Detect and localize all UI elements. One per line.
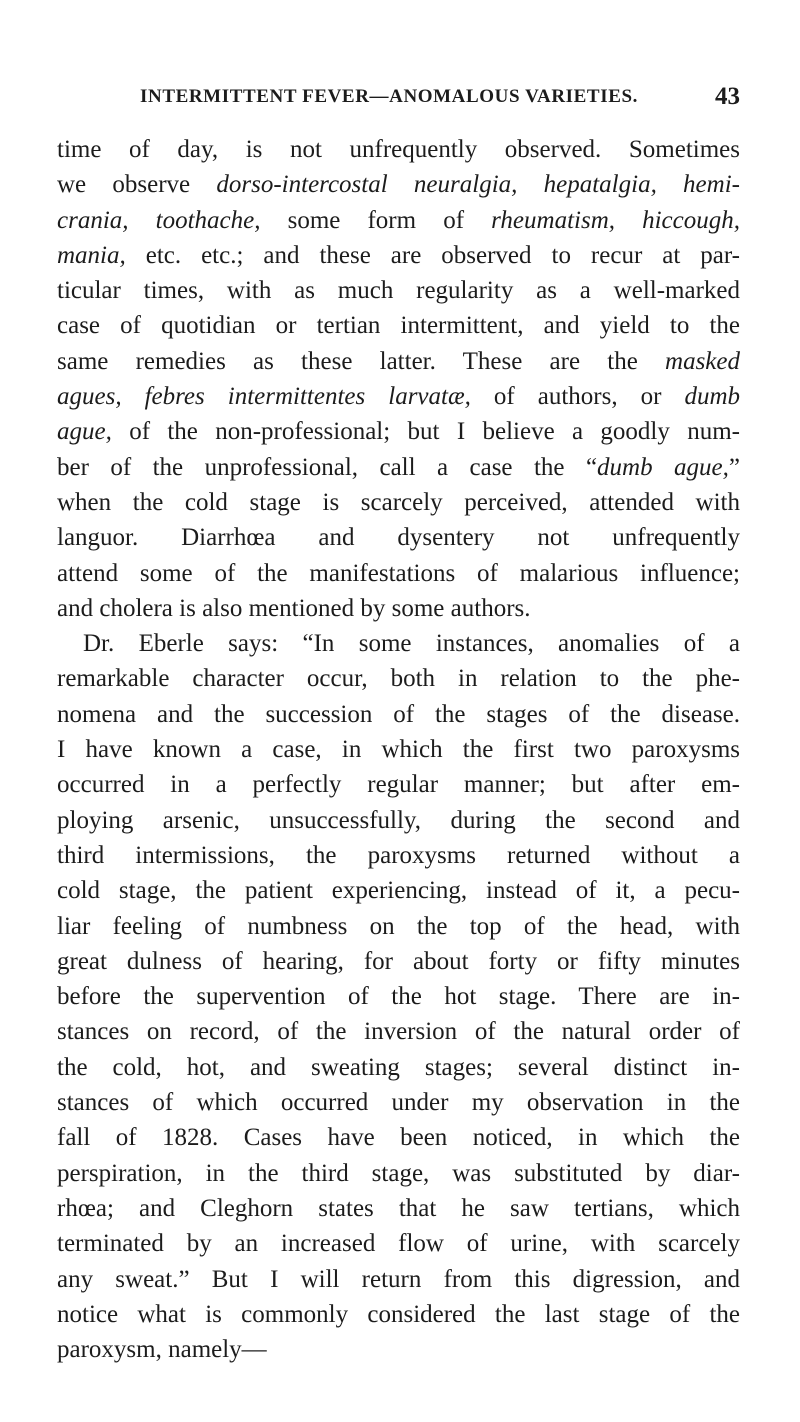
text-line [57, 697, 740, 732]
text-run: paroxysm, namely— [57, 1336, 267, 1364]
text-run: ” [728, 453, 740, 481]
text-line [57, 661, 740, 696]
text-line [57, 308, 740, 343]
text-line [57, 1085, 740, 1120]
text-run: and cholera is also mentioned by some authors. [57, 594, 531, 622]
italic-text: crania, toothache, [57, 206, 261, 234]
text-line [57, 1262, 740, 1297]
text-run: languor. Diarrhœa and dysentery not unfrequently [57, 524, 740, 552]
text-line [57, 1191, 740, 1226]
text-run: terminated by an increased flow of urine, with scarcely [57, 1230, 740, 1258]
running-head [140, 83, 740, 116]
text-line [57, 1050, 740, 1085]
text-line [57, 485, 740, 520]
text-run: liar feeling of numbness on the top of the head, with [57, 912, 740, 940]
text-run: notice what is commonly considered the last stage of the [57, 1300, 740, 1328]
text-line [57, 944, 740, 979]
text-run: we observe [57, 171, 217, 199]
text-run: etc. etc.; and these are observed to recur at par- [125, 241, 740, 269]
text-line [57, 732, 740, 767]
italic-text: ague, [57, 418, 112, 446]
text-run: any sweat.” But I will return from this digression, and [57, 1265, 740, 1293]
text-line [57, 238, 740, 273]
text-run: before the supervention of the hot stage. There are in- [57, 983, 740, 1011]
text-line [57, 591, 740, 626]
text-run: nomena and the succession of the stages of the disease. [57, 700, 740, 728]
text-line [57, 909, 740, 944]
text-line [57, 767, 740, 802]
text-run: when the cold stage is scarcely perceived, attended with [57, 488, 740, 516]
text-run: ticular times, with as much regularity as a well-marked [57, 277, 740, 305]
text-run: ber of the unprofessional, call a case the “ [57, 453, 598, 481]
text-line [57, 520, 740, 555]
text-run: cold stage, the patient experiencing, instead of it, a pecu- [57, 877, 740, 905]
text-run: time of day, is not unfrequently observed. Sometimes [57, 136, 740, 163]
italic-text: dumb ague, [597, 453, 729, 481]
text-run: great dulness of hearing, for about forty or fifty minutes [57, 947, 740, 975]
text-line [57, 556, 740, 591]
italic-text: masked [665, 347, 740, 375]
text-run: of the non-professional; but I believe a goodly num- [111, 418, 740, 446]
text-run: case of quotidian or tertian intermittent, and yield to the [57, 312, 740, 340]
text-run: remarkable character occur, both in relation to the phe- [57, 665, 740, 693]
text-run: ploying arsenic, unsuccessfully, during the second and [57, 806, 740, 834]
text-run: some form of [260, 206, 492, 234]
text-line [57, 344, 740, 379]
text-line [57, 450, 740, 485]
text-run: same remedies as these latter. These are the [57, 347, 666, 375]
text-line [57, 803, 740, 838]
text-line [57, 873, 740, 908]
italic-text: mania, [57, 241, 126, 269]
text-run: I have known a case, in which the first two paroxysms [57, 736, 740, 764]
text-run: Dr. Eberle says: “In some instances, anomalies of a [83, 630, 740, 658]
text-run: attend some of the manifestations of malarious influence; [57, 559, 740, 587]
italic-text: rheumatism, hiccough, [491, 206, 740, 234]
text-run: of authors, or [470, 383, 685, 411]
text-line [57, 838, 740, 873]
text-line [57, 167, 740, 202]
text-line [57, 132, 740, 167]
text-run: fall of 1828. Cases have been noticed, in which the [57, 1124, 740, 1152]
italic-text: agues, febres intermittentes larvatæ, [57, 383, 471, 411]
text-run: rhœa; and Cleghorn states that he saw tertians, which [57, 1194, 740, 1222]
text-line [57, 1226, 740, 1261]
italic-text: dorso-intercostal neuralgia, hepatalgia, hemi- [216, 171, 740, 199]
text-line [57, 1297, 740, 1332]
text-run: stances of which occurred under my observation in the [57, 1089, 740, 1117]
text-line [57, 979, 740, 1014]
text-run: the cold, hot, and sweating stages; several distinct in- [57, 1053, 740, 1081]
text-run: perspiration, in the third stage, was substituted by diar- [57, 1159, 740, 1187]
text-line [57, 273, 740, 308]
italic-text: dumb [684, 383, 740, 411]
running-title: INTERMITTENT FEVER—ANOMALOUS VARIETIES. [140, 86, 638, 107]
text-line [57, 203, 740, 238]
text-line [57, 414, 740, 449]
text-line [57, 1014, 740, 1049]
text-line [57, 1156, 740, 1191]
page-number: 43 [715, 83, 740, 110]
text-line [57, 379, 740, 414]
text-line [57, 1332, 740, 1367]
text-line [57, 1120, 740, 1155]
text-run: occurred in a perfectly regular manner; but after em- [57, 771, 740, 799]
text-run: third intermissions, the paroxysms returned without a [57, 841, 740, 869]
body-text [57, 132, 740, 1367]
text-line [57, 626, 740, 661]
text-run: stances on record, of the inversion of the natural order of [57, 1018, 740, 1046]
